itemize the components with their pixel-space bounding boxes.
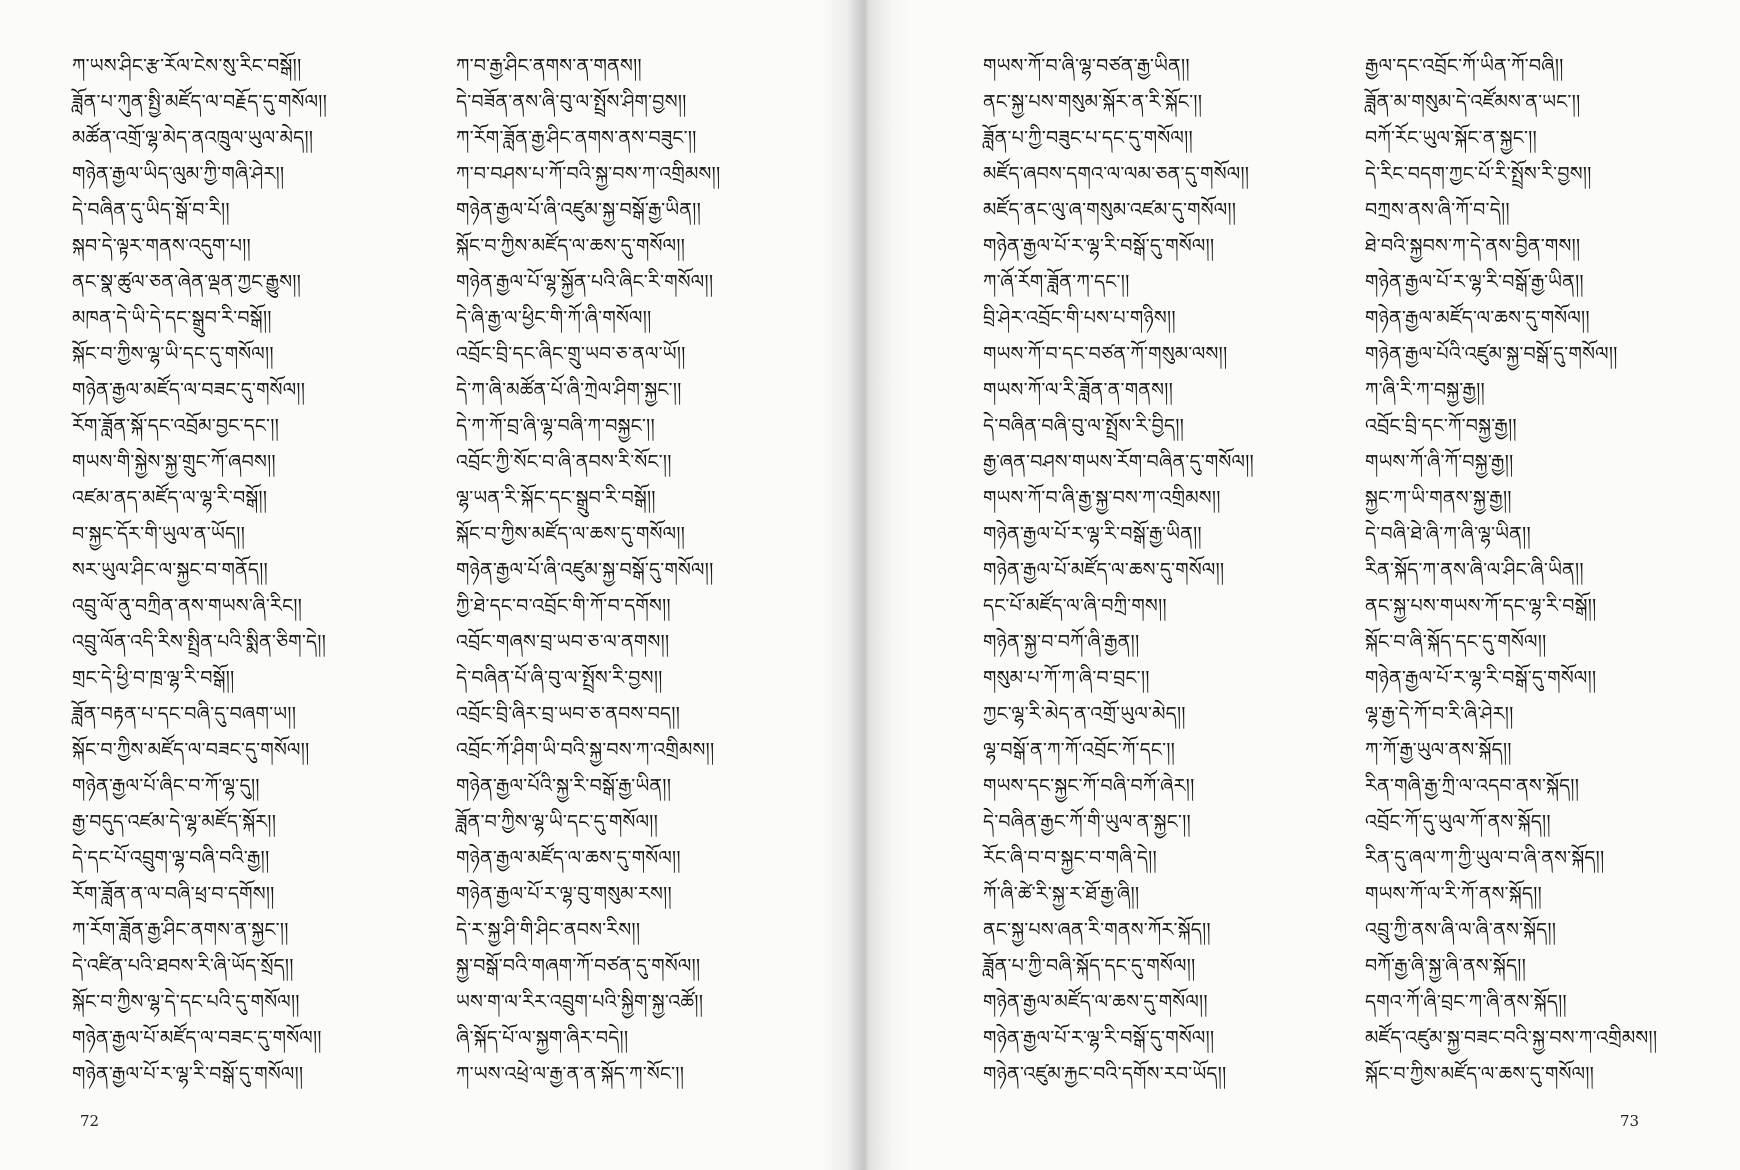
verse-line: གསུམ་པ་ཀོ་ཀ་ཞི་བ་བྲང་།། xyxy=(983,667,1150,689)
verse-line: གཡས་ཀོ་ཞི་ཀོ་བསྐྱ་རྒྱ།། xyxy=(1365,451,1514,473)
verse-line: དེ་ར་སྐྱ་ཤི་གི་ཤིང་ནབས་རིས།། xyxy=(456,919,641,941)
verse-line: མཚོན་འགྲོ་ལྷ་མེད་ནའཁྲུལ་ཡུལ་མེད།། xyxy=(72,127,314,149)
verse-line: སྐབ་དེ་ལྟར་གནས་འདུག་པ།། xyxy=(72,235,251,257)
verse-line: གཉེན་རྒྱལ་པོ་ཞི་འཛུམ་སྐྱ་བསྒོ་རྒྱ་ཡིན།། xyxy=(456,199,701,221)
verse-line: གཡས་གི་སྐྱེས་སྐྱ་གྲུང་ཀོ་ཞབས།། xyxy=(72,451,276,473)
verse-line: ནང་སྐྱ་པས་གསུམ་སྐོར་ན་རི་སྐོང་།། xyxy=(983,91,1203,113)
verse-line: ཐེ་བའི་སྐྱབས་ཀ་དེ་ནས་བྱིན་གས།། xyxy=(1365,235,1581,257)
verse-line: ཀ་ཞོ་རོག་ཟློན་ཀ་དང་།། xyxy=(983,271,1130,293)
verse-line: ཡས་ག་ལ་རིར་འབྲུག་པའི་སྐྱིག་སྐྱ་འཚོ།། xyxy=(456,991,704,1013)
left-page-column-1 xyxy=(72,48,327,1092)
verse-line: འབྲུ་ཀྱི་ནས་ཞི་ལ་ཞི་ནས་སྐོད།། xyxy=(1365,919,1557,941)
verse-line: གཉེན་རྒྱལ་མཛོད་ལ་ཆས་དུ་གསོལ།། xyxy=(456,847,681,869)
verse-line: དེ་བཞིན་རྒྱང་ཀོ་གི་ཡུལ་ན་སྐྱང་།། xyxy=(983,811,1191,833)
verse-line: སྐོང་བ་ཀྱིས་མཛོད་ལ་ཆས་དུ་གསོལ།། xyxy=(456,523,686,545)
verse-line: མཛོད་འཛུམ་སྐྱ་བཟང་བའི་སྐྱ་བས་ཀ་འགྲིམས།། xyxy=(1365,1027,1658,1049)
verse-line: དང་པོ་མཛོད་ལ་ཞི་བཀྲི་གས།། xyxy=(983,595,1167,617)
verse-line: ཀ་བ་བཤས་པ་ཀོ་བའི་སྐྱ་བས་ཀ་འགྲིམས།། xyxy=(456,163,721,185)
verse-line: གཉེན་རྒྱལ་པོ་མཛོད་ལ་ཆས་དུ་གསོལ།། xyxy=(983,559,1225,581)
verse-line: སྐོང་བ་ཀྱིས་མཛོད་ལ་ཆས་དུ་གསོལ།། xyxy=(1365,1063,1595,1085)
verse-line: གཉེན་རྒྱལ་པོ་ར་ལྷ་རི་བསྒོ་དུ་གསོལ།། xyxy=(983,1027,1215,1049)
verse-line: ལྷ་ཡན་རི་སྐོང་དང་སྒྲུབ་རི་བསྒོ།། xyxy=(456,487,656,509)
verse-line: ཟློན་མ་གསུམ་དེ་འཛོམས་ན་ཡང་།། xyxy=(1365,91,1581,113)
verse-line: གཉེན་རྒྱལ་པོ་ཞིང་བ་ཀོ་ལྷ་དུ།། xyxy=(72,775,260,797)
verse-line: རིན་གཞི་རྒྱ་ཀྲི་ལ་འདབ་ནས་སྐོད།། xyxy=(1365,775,1580,797)
verse-line: སྐོང་བ་ཀྱིས་ལྷ་དེ་དང་པའི་དུ་གསོལ།། xyxy=(72,991,300,1013)
verse-line: བྲི་ཤེར་འབྲོང་གི་པས་པ་གཉིས།། xyxy=(983,307,1176,329)
verse-line: གཉེན་རྒྱལ་པོ་ར་ལྷ་རི་བསྒོ་དུ་གསོལ།། xyxy=(1365,667,1597,689)
verse-line: དེ་བཞིན་དུ་ཡིད་སྒོ་བ་རི།། xyxy=(72,199,230,221)
verse-line: ནང་སྐྱ་པས་གཡས་ཀོ་དང་ལྷ་རི་བསྒོ།། xyxy=(1365,595,1597,617)
verse-line: ཀ་ཡས་ཤིང་རྩ་རོལ་ངེས་སུ་རིང་བསྒོ།། xyxy=(72,55,302,77)
verse-line: གཡས་ཀོ་བ་ཞི་རྒྱ་སྐྱ་བས་ཀ་འགྲིམས།། xyxy=(983,487,1221,509)
verse-line: ལྷ་བསྒོ་ན་ཀ་ཀོ་འབྲོང་ཀོ་དང་།། xyxy=(983,739,1176,761)
verse-line: ཀ་ཞི་རི་ཀ་བསྐྱ་རྒྱ།། xyxy=(1365,379,1485,401)
verse-line: ནང་སྐྱ་པས་ཞན་རི་གནས་ཀོར་སྐོད།། xyxy=(983,919,1211,941)
verse-line: ནང་སྣ་ཚུལ་ཅན་ཞེན་ལྡན་ཀྱང་རྒྱུས།། xyxy=(72,271,302,293)
verse-line: གཉེན་སྐྱ་བ་བཀོ་ཞི་རྒྱན།། xyxy=(983,631,1140,653)
verse-line: ཟློན་པ་ཀུན་སྤྱི་མཛོད་ལ་བརྗོད་དུ་གསོལ།། xyxy=(72,91,328,113)
verse-line: སར་ཡུལ་ཤིང་ལ་སྐྱང་བ་གནོད།། xyxy=(72,559,268,581)
verse-line: ཀྱང་ལྷ་རི་མེད་ན་འགྲོ་ཡུལ་མེད།། xyxy=(983,703,1186,725)
verse-line: གཉེན་རྒྱལ་པོ་ར་ལྷ་བུ་གསུམ་རས།། xyxy=(456,883,672,905)
verse-line: འབྲོང་ཀོ་དུ་ཡུལ་ཀོ་ནས་སྐོད།། xyxy=(1365,811,1551,833)
verse-line: གཡས་ཀོ་ལ་རི་ཟློན་ན་གནས།། xyxy=(983,379,1174,401)
verse-line: སྐྱ་བསྒོ་བའི་གཞག་ཀོ་བཙན་དུ་གསོལ།། xyxy=(456,955,701,977)
verse-line: དེ་བཟོན་ནས་ཞི་བུ་ལ་སྤྲོས་ཤིག་བྱས།། xyxy=(456,91,687,113)
right-page-column-1 xyxy=(983,48,1254,1092)
verse-line: གཡས་དང་སྐྱང་ཀོ་བཞི་བཀོ་ཞེར།། xyxy=(983,775,1195,797)
verse-line: སྐོང་བ་ཞི་སྐོད་དང་དུ་གསོལ།། xyxy=(1365,631,1547,653)
page-number: 72 xyxy=(80,1112,100,1130)
verse-line: ཀ་ཡས་འཕྲེ་ལ་རྒྱ་ན་ན་སྐོད་ཀ་སོང་།། xyxy=(456,1063,685,1085)
verse-line: གཡས་ཀོ་ལ་རི་ཀོ་ནས་སྐོད།། xyxy=(1365,883,1542,905)
verse-line: སྐྱང་ཀ་ཡི་གནས་སྐྱ་རྒྱ།། xyxy=(1365,487,1512,509)
verse-line: འབྲུ་ལོ་ནུ་བཀྲིན་ནས་གཡས་ཞི་རིང།། xyxy=(72,595,303,617)
verse-line: གཉེན་རྒྱལ་པོའི་འཛུམ་སྐྱ་བསྒོ་དུ་གསོལ།། xyxy=(1365,343,1618,365)
verse-line: བཀོ་རོང་ཡུལ་སྐོང་ན་སྐྱང་།། xyxy=(1365,127,1537,149)
verse-line: གཡས་ཀོ་བ་ཞི་ལྷ་བཙན་རྒྱ་ཡིན།། xyxy=(983,55,1190,77)
verse-line: དེ་དང་པོ་འབྲུག་ལྷ་བཞི་བའི་རྒྱ།། xyxy=(72,847,270,869)
verse-line: རིན་དུ་ཞལ་ཀ་ཀྱི་ཡུལ་བ་ཞི་ནས་སྐོད།། xyxy=(1365,847,1605,869)
verse-line: ལྷ་རྒྱ་དེ་ཀོ་བ་རི་ཞི་ཤེར།། xyxy=(1365,703,1514,725)
verse-line: གཉེན་རྒྱལ་པོ་ར་ལྷ་རི་བསྒོ་དུ་གསོལ།། xyxy=(72,1063,304,1085)
left-page-column-2 xyxy=(456,48,720,1092)
right-page-column-2 xyxy=(1365,48,1657,1092)
verse-line: སྐོང་བ་ཀྱིས་མཛོད་ལ་བཟང་དུ་གསོལ།། xyxy=(72,739,310,761)
verse-line: འབྲོང་ཀོ་ཤིག་ཡི་བའི་སྐྱ་བས་ཀ་འགྲིམས།། xyxy=(456,739,715,761)
verse-line: དེ་རིང་བདག་ཀྱང་པོ་རི་སྤྲོས་རི་བྱས།། xyxy=(1365,163,1592,185)
verse-line: དེ་ཀ་ཀོ་བྲ་ཞི་ལྷ་བཞི་ཀ་བསྐྱང་།། xyxy=(456,415,655,437)
verse-line: སྐོང་བ་ཀྱིས་ལྷ་ཡི་དང་དུ་གསོལ།། xyxy=(72,343,274,365)
verse-line: གྲང་དེ་ཕྱི་བ་ཁྲ་ལྷ་རི་བསྒོ།། xyxy=(72,667,235,689)
verse-line: རྒྱལ་དང་འབྲོང་ཀོ་ཡིན་ཀོ་བཞི།། xyxy=(1365,55,1564,77)
verse-line: དེ་ཀ་ཞི་མཚོན་པོ་ཞི་ཀྲེལ་ཤིག་སྐྱང་།། xyxy=(456,379,682,401)
verse-line: དེ་བཞིན་པོ་ཞི་བུ་ལ་སྤྲོས་རི་བྱས།། xyxy=(456,667,663,689)
verse-line: ཀ་རོག་ཟློན་རྒྱ་ཤིང་ནགས་ནས་བཟུང་།། xyxy=(456,127,697,149)
verse-line: དེ་བཞི་ཐེ་ཞི་ཀ་ཞི་ལྷ་ཡིན།། xyxy=(1365,523,1531,545)
verse-line: དེ་བཞིན་བཞི་བུ་ལ་སྤྲོས་རི་བྱིད།། xyxy=(983,415,1185,437)
verse-line: དེ་ཞི་རྒྱ་ལ་ཕྱིང་གི་ཀོ་ཞི་གསོལ།། xyxy=(456,307,652,329)
verse-line: གཉེན་རྒྱལ་པོ་ལྷ་སྐྱོན་པའི་ཞིང་རི་གསོལ།། xyxy=(456,271,714,293)
verse-line: འབྲུ་ལོན་འདི་རིས་སྤྲིན་པའི་སྨིན་ཅིག་དེ།། xyxy=(72,631,327,653)
verse-line: མཛོད་ཞབས་དགའ་ལ་ལམ་ཅན་དུ་གསོལ།། xyxy=(983,163,1250,185)
verse-line: ཀོ་ཞི་ཚེ་རི་སྐྱ་ར་ཐོ་རྒྱ་ཞི།། xyxy=(983,883,1140,905)
verse-line: གཉེན་རྒྱལ་པོའི་སྐྱ་རི་བསྒོ་རྒྱ་ཡིན།། xyxy=(456,775,672,797)
verse-line: འབྲོང་བྲི་དང་ཞིང་གྲུ་ཡབ་ཅ་ནལ་ཡོ།། xyxy=(456,343,686,365)
left-page xyxy=(0,0,860,1170)
verse-line: མཛོད་ནང་ལུ་ཞ་གསུམ་འཛམ་དུ་གསོལ།། xyxy=(983,199,1237,221)
verse-line: གཡས་ཀོ་བ་དང་བཙན་ཀོ་གསུམ་ལས།། xyxy=(983,343,1228,365)
verse-line: ཀྱི་ཐེ་དང་བ་འབྲོང་གི་ཀོ་བ་དགོས།། xyxy=(456,595,671,617)
verse-line: མཁན་དེ་ཡི་དེ་དང་སྒྲུབ་རི་བསྒོ།། xyxy=(72,307,272,329)
verse-line: འབྲོང་བྲི་ཞིར་བྲ་ཡབ་ཅ་ནབས་བད།། xyxy=(456,703,681,725)
verse-line: དགའ་ཀོ་ཞི་བྲང་ཀ་ཞི་ནས་སྐོད།། xyxy=(1365,991,1567,1013)
verse-line: དེ་འཛིན་པའི་ཐབས་རི་ཞི་ཡོད་སྲོད།། xyxy=(72,955,294,977)
verse-line: གཉེན་རྒྱལ་མཛོད་ལ་བཟང་དུ་གསོལ།། xyxy=(72,379,306,401)
verse-line: ཟློན་བརྟན་པ་དང་བཞི་དུ་བཞག་ཡ།། xyxy=(72,703,297,725)
verse-line: འཛམ་ནད་མཛོད་ལ་ལྷ་རི་བསྒོ།། xyxy=(72,487,268,509)
verse-line: འབྲོང་ཀྱི་སོང་བ་ཞི་ནབས་རི་སོང་།། xyxy=(456,451,672,473)
verse-line: རོག་ཟློན་སྐོ་དང་འབྲོམ་བྱང་དང་།། xyxy=(72,415,280,437)
verse-line: བཀྲས་ནས་ཞི་ཀོ་བ་དེ།། xyxy=(1365,199,1510,221)
right-page xyxy=(870,0,1740,1170)
verse-line: གཉེན་རྒྱལ་མཛོད་ལ་ཆས་དུ་གསོལ།། xyxy=(983,991,1208,1013)
verse-line: གཉེན་རྒྱལ་པོ་ར་ལྷ་རི་བསྒོ་རྒྱ་ཡིན།། xyxy=(1365,271,1584,293)
verse-line: སྐོང་བ་ཀྱིས་མཛོད་ལ་ཆས་དུ་གསོལ།། xyxy=(456,235,686,257)
verse-line: ཟློན་པ་ཀྱི་བཟུང་པ་དང་དུ་གསོལ།། xyxy=(983,127,1193,149)
page-number: 73 xyxy=(1620,1112,1640,1130)
verse-line: རྒྱ་བདུད་འཛམ་དེ་ལྷ་མཛོད་སྐོར།། xyxy=(72,811,277,833)
verse-line: གཉེན་རྒྱལ་པོ་ཞི་འཛུམ་སྐྱ་བསྒོ་དུ་གསོལ།། xyxy=(456,559,714,581)
verse-line: རྒྱ་ཞན་བཤས་གཡས་རོག་བཞིན་དུ་གསོལ།། xyxy=(983,451,1254,473)
verse-line: གཉེན་རྒྱལ་ཡིད་ལུམ་ཀྱི་གཞི་ཤེར།། xyxy=(72,163,285,185)
verse-line: གཉེན་རྒྱལ་པོ་ར་ལྷ་རི་བསྒོ་རྒྱ་ཡིན།། xyxy=(983,523,1202,545)
verse-line: བ་སྐྱང་དོར་གི་ཡུལ་ན་ཡོད།། xyxy=(72,523,245,545)
verse-line: ཀ་ཀོ་རྒྱ་ཡུལ་ནས་སྐོད།། xyxy=(1365,739,1512,761)
verse-line: ཟློན་པ་ཀྱི་བཞི་སྐོད་དང་དུ་གསོལ།། xyxy=(983,955,1196,977)
verse-line: ཀ་རོག་ཟློན་རྒྱ་ཤིང་ནགས་ན་སྐྱང་།། xyxy=(72,919,289,941)
verse-line: གཉེན་རྒྱལ་པོ་ར་ལྷ་རི་བསྒོ་དུ་གསོལ།། xyxy=(983,235,1215,257)
verse-line: གཉེན་རྒྱལ་པོ་མཛོད་ལ་བཟང་དུ་གསོལ།། xyxy=(72,1027,322,1049)
verse-line: ཀ་བ་རྒྱ་ཤིང་ནགས་ན་གནས།། xyxy=(456,55,642,77)
verse-line: ཟློན་བ་ཀྱིས་ལྷ་ཡི་དང་དུ་གསོལ།། xyxy=(456,811,659,833)
verse-line: འབྲོང་གཞས་བྲ་ཡབ་ཅ་ལ་ནགས།། xyxy=(456,631,670,653)
verse-line: གཉེན་རྒྱལ་མཛོད་ལ་ཆས་དུ་གསོལ།། xyxy=(1365,307,1590,329)
verse-line: འབྲོང་བྲི་དང་ཀོ་བསྐྱ་རྒྱ།། xyxy=(1365,415,1517,437)
verse-line: ཞི་སྐོད་པོ་ལ་སྐྱག་ཞིར་བདེ།། xyxy=(456,1027,629,1049)
verse-line: གཉེན་འཛུམ་རྐྱང་བའི་དགོས་རབ་ཡོད།། xyxy=(983,1063,1227,1085)
verse-line: རོང་ཞི་བ་བ་སྐྱང་བ་གཞི་དེ།། xyxy=(983,847,1157,869)
verse-line: བཀོ་རྒྱ་ཞི་སྐྱ་ཞི་ནས་སྐོད།། xyxy=(1365,955,1526,977)
verse-line: རིན་སྐོད་ཀ་ནས་ཞི་ལ་ཤིང་ཞི་ཡིན།། xyxy=(1365,559,1584,581)
verse-line: རོག་ཟློན་ན་ལ་བཞི་ཕྲ་བ་དགོས།། xyxy=(72,883,275,905)
